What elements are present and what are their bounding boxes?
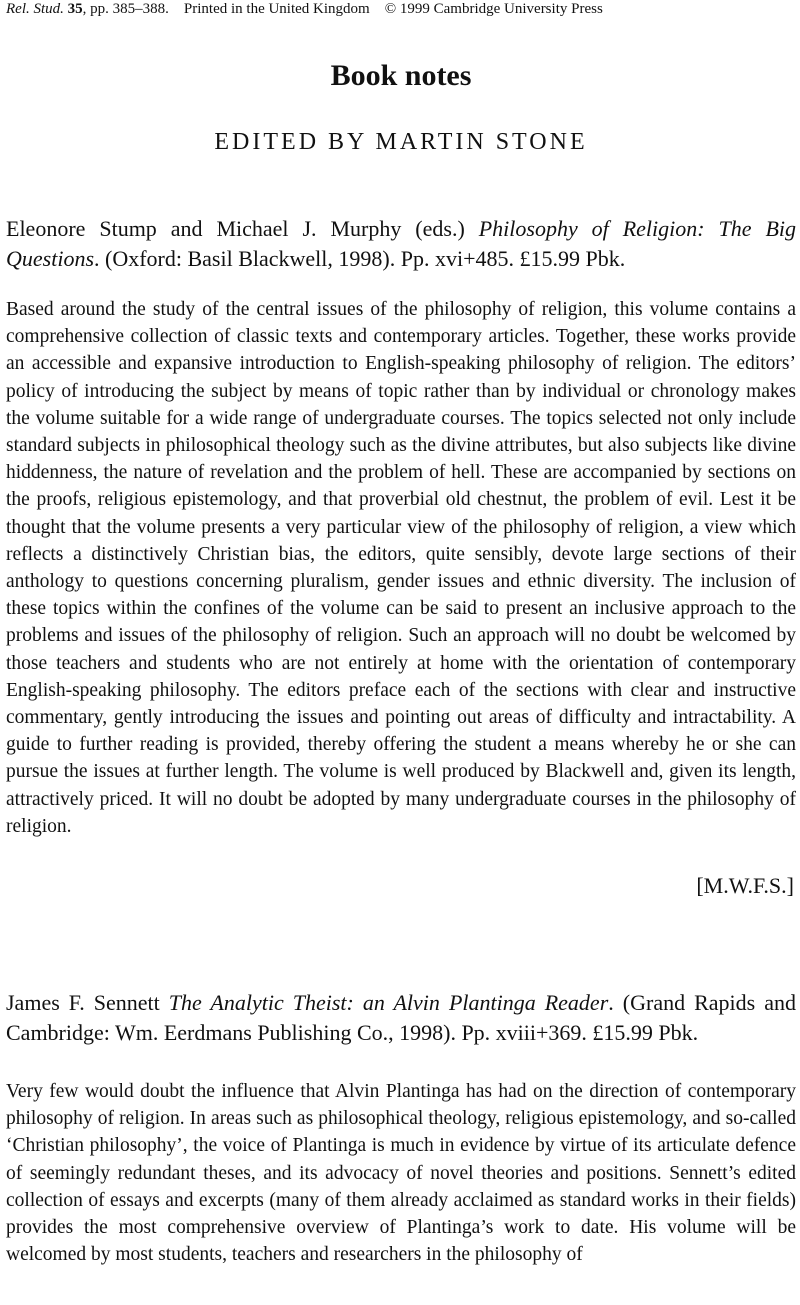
running-head bbox=[6, 0, 796, 18]
citation-publication: . (Grand Rapids and Cambridge: Wm. Eerdmans Publishing Co., 1998). Pp. xviii+369. £15.99 Pbk. bbox=[6, 990, 797, 1045]
running-head-volume: 35 bbox=[67, 1, 83, 17]
book-note-2 bbox=[6, 988, 796, 1268]
reviewer-signature: [M.W.F.S.] bbox=[696, 873, 794, 899]
citation bbox=[6, 988, 796, 1048]
citation-publication: . (Oxford: Basil Blackwell, 1998). Pp. xvi+485. £15.99 Pbk. bbox=[94, 246, 626, 271]
review-body: Very few would doubt the influence that Alvin Plantinga has had on the direction of contemporary philosophy of religion. In areas such as philosophical theology, religious epistemology, and so-called ‘Christian philosophy’, the voice of Plantinga is much in evidence by virtue of its articulate defence of seemingly redundant theses, and its advocacy of novel theories and positions. Sennett’s edited collection of essays and excerpts (many of them already acclaimed as standard works in their fields) provides the most comprehensive overview of Plantinga’s work to date. His volume will be welcomed by most students, teachers and researchers in the philosophy of bbox=[6, 1081, 796, 1266]
editor-line: EDITED BY MARTIN STONE bbox=[214, 129, 588, 155]
citation-book-title: The Analytic Theist: an Alvin Plantinga Reader bbox=[168, 990, 609, 1015]
running-head-copyright: © 1999 Cambridge University Press bbox=[384, 1, 603, 17]
section-title: Book notes bbox=[330, 59, 472, 92]
review-body: Based around the study of the central issues of the philosophy of religion, this volume contains a comprehensive collection of classic texts and contemporary articles. Together, these works provide an accessible and expansive introduction to English-speaking philosophy of religion. The editors’ policy of introducing the subject by means of topic rather than by individual or chronology makes the volume suitable for a wide range of undergraduate courses. The topics selected not only include standard subjects in philosophical theology such as the divine attributes, but also subjects like divine hiddenness, the nature of revelation and the problem of hell. These are accompanied by sections on the proofs, religious epistemology, and that proverbial old chestnut, the problem of evil. Lest it be thought that the volume presents a very particular view of the philosophy of religion, a view which reflects a distinctively Christian bias, the editors, quite sensibly, devote large sections of their anthology to questions concerning pluralism, gender issues and ethnic diversity. The inclusion of these topics within the confines of the volume can be said to present an inclusive approach to the problems and issues of the philosophy of religion. Such an approach will no doubt be welcomed by those teachers and students who are not entirely at home with the orientation of contemporary English-speaking philosophy. The editors preface each of the sections with clear and instructive commentary, gently introducing the issues and pointing out areas of difficulty and intractability. A guide to further reading is provided, thereby offering the student a means whereby he or she can pursue the issues at further length. The volume is well produced by Blackwell and, given its length, attractively priced. It will no doubt be adopted by many undergraduate courses in the philosophy of religion. bbox=[6, 299, 796, 837]
citation-authors: James F. Sennett bbox=[6, 990, 160, 1015]
citation bbox=[6, 214, 796, 274]
citation-book-title: Philosophy of Religion: The Big Questions bbox=[6, 216, 797, 271]
book-note-1 bbox=[6, 214, 796, 900]
running-head-journal: Rel. Stud. bbox=[6, 1, 64, 17]
running-head-pages: , pp. 385–388. bbox=[82, 1, 169, 17]
citation-authors: Eleonore Stump and Michael J. Murphy (eds.) bbox=[6, 216, 465, 241]
running-head-printed: Printed in the United Kingdom bbox=[183, 1, 370, 17]
